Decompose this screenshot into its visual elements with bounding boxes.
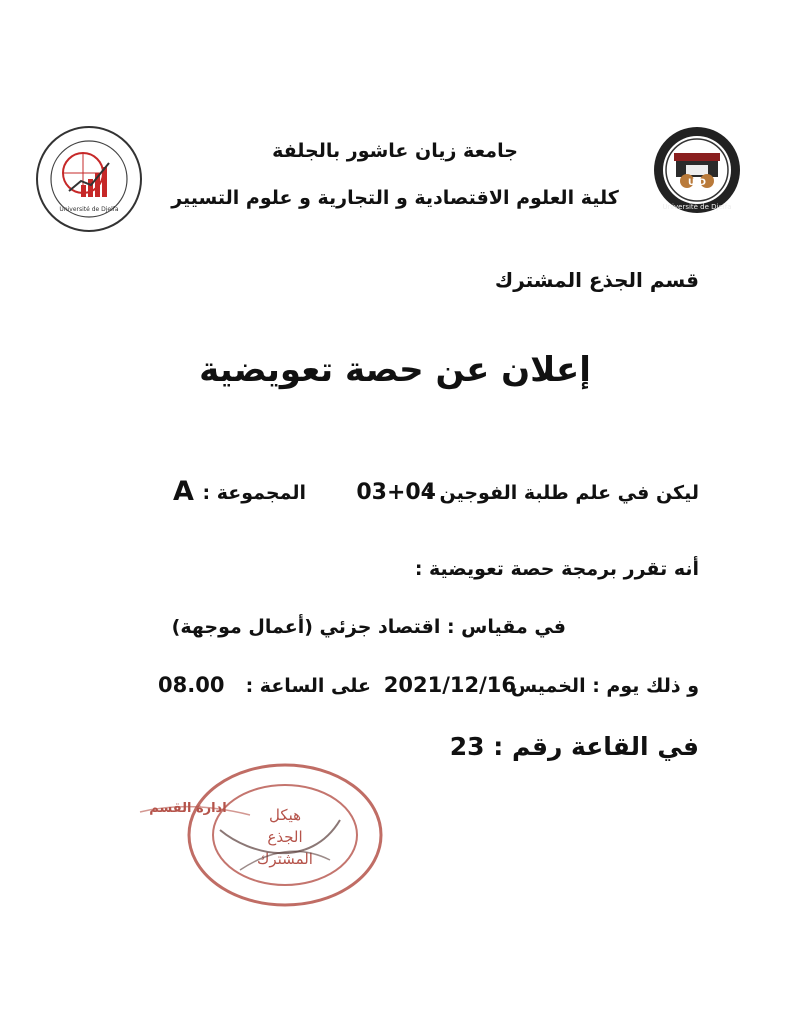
day-label: و ذلك يوم : الخميس bbox=[510, 675, 699, 697]
date-value: 2021/12/16 bbox=[383, 673, 516, 697]
time-value: 08.00 bbox=[158, 673, 225, 697]
page-title: إعلان عن حصة تعويضية bbox=[199, 350, 591, 390]
section-value: A bbox=[173, 476, 194, 507]
stamp-label: ادارة القسم bbox=[149, 801, 227, 816]
groups-value: 03+04 bbox=[356, 480, 436, 505]
department-label: قسم الجذع المشترك bbox=[494, 268, 699, 292]
department-stamp bbox=[130, 760, 390, 914]
university-logo bbox=[652, 125, 742, 215]
stamp-line-3: المشترك bbox=[257, 850, 313, 868]
room-line: في القاعة رقم : 23 bbox=[449, 732, 699, 761]
logo-caption: Université de Djelfa bbox=[662, 203, 732, 211]
decision-text: أنه تقرر برمجة حصة تعويضية : bbox=[414, 558, 699, 580]
time-label: على الساعة : bbox=[245, 675, 371, 697]
faculty-name: كلية العلوم الاقتصادية و التجارية و علوم التسيير bbox=[171, 187, 619, 209]
logo-letters: U D bbox=[688, 178, 706, 188]
faculty-logo bbox=[35, 125, 143, 233]
section-label: المجموعة : bbox=[202, 482, 306, 504]
subject-line: في مقياس : اقتصاد جزئي (أعمال موجهة) bbox=[171, 616, 566, 638]
stamp-line-1: هيكل bbox=[268, 806, 302, 824]
left-logo-caption: Université de Djelfa bbox=[59, 206, 119, 213]
groups-prefix: ليكن في علم طلبة الفوجين : bbox=[425, 482, 699, 504]
stamp-line-2: الجذع bbox=[267, 828, 303, 846]
university-name: جامعة زيان عاشور بالجلفة bbox=[272, 140, 518, 162]
